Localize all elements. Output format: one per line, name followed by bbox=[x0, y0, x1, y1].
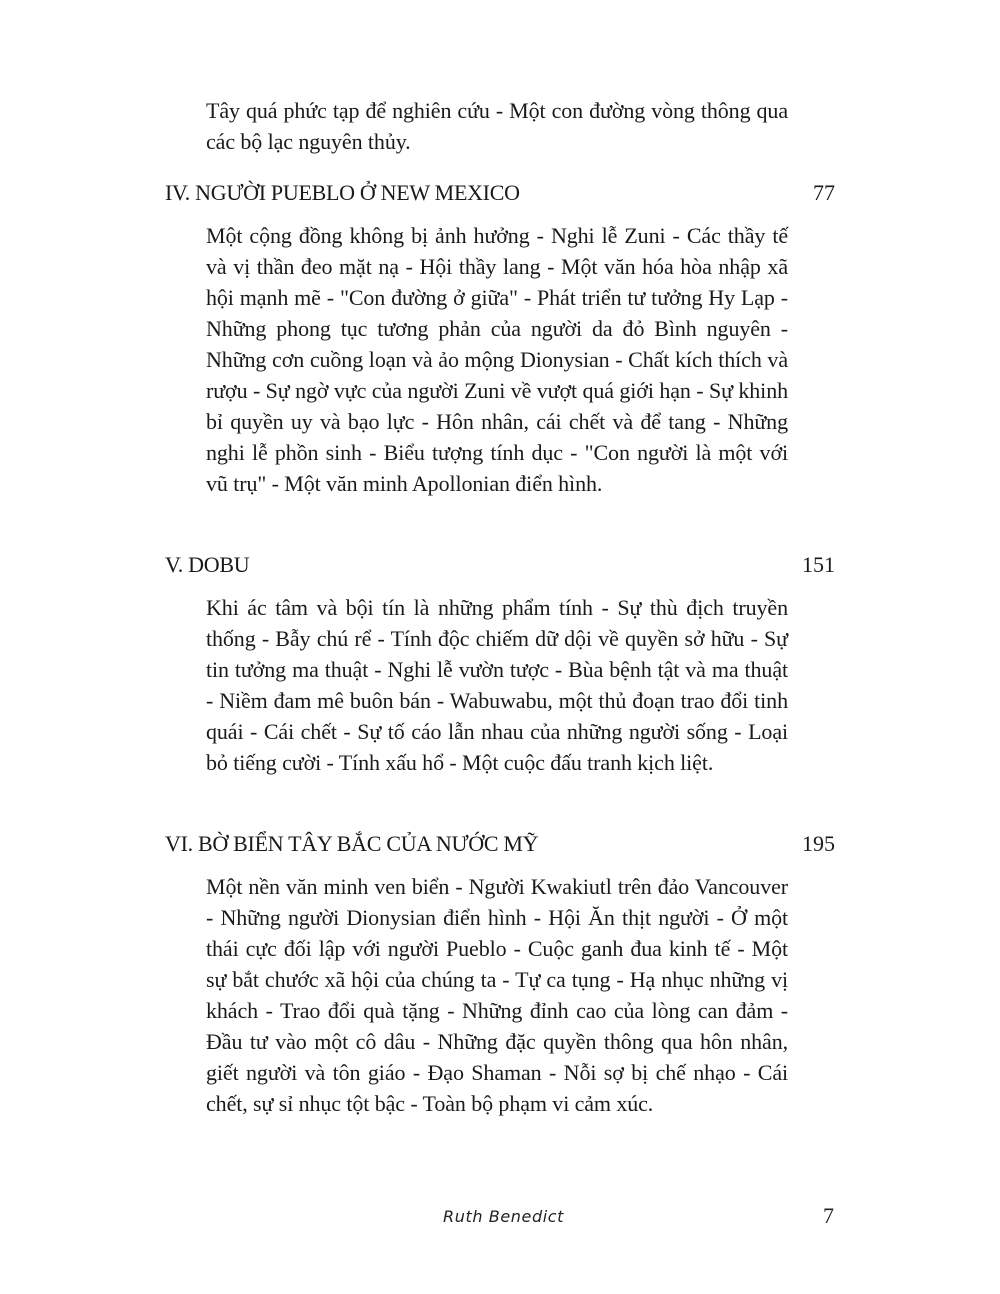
continuation-paragraph: Tây quá phức tạp để nghiên cứu - Một con đường vòng thông qua các bộ lạc nguyên thủy. bbox=[206, 98, 788, 154]
chapter-page-number: 195 bbox=[802, 831, 835, 856]
footer-page-number: 7 bbox=[823, 1203, 834, 1228]
page-footer bbox=[0, 1203, 1000, 1233]
footer-author: Ruth Benedict bbox=[443, 1207, 565, 1226]
chapter-summary: Khi ác tâm và bội tín là những phẩm tính - Sự thù địch truyền thống - Bẫy chú rể - Tính độc chiếm dữ dội về quyền sở hữu - Sự tin tưởng ma thuật - Nghi lễ vườn tược - Bùa bệnh tật và ma thuật - Niềm đam mê buôn bán - Wabuwabu, một thủ đoạn trao đổi tinh quái - Cái chết - Sự tố cáo lẫn nhau của những người sống - Loại bỏ tiếng cười - Tính xấu hổ - Một cuộc đấu tranh kịch liệt. bbox=[206, 595, 788, 775]
toc-entry-chapter-5 bbox=[165, 549, 835, 580]
toc-entry-chapter-6 bbox=[165, 828, 835, 859]
chapter-summary: Một cộng đồng không bị ảnh hưởng - Nghi lễ Zuni - Các thầy tế và vị thần đeo mặt nạ - Hội thầy lang - Một văn hóa hòa nhập xã hội mạnh mẽ - "Con đường ở giữa" - Phát triển tư tưởng Hy Lạp - Những phong tục tương phản của người da đỏ Bình nguyên - Những cơn cuồng loạn và ảo mộng Dionysian - Chất kích thích và rượu - Sự ngờ vực của người Zuni về vượt quá giới hạn - Sự khinh bỉ quyền uy và bạo lực - Hôn nhân, cái chết và để tang - Những nghi lễ phồn sinh - Biểu tượng tính dục - "Con người là một với vũ trụ" - Một văn minh Apollonian điển hình. bbox=[206, 223, 788, 496]
chapter-summary: Một nền văn minh ven biển - Người Kwakiutl trên đảo Vancouver - Những người Dionysian điển hình - Hội Ăn thịt người - Ở một thái cực đối lập với người Pueblo - Cuộc ganh đua kinh tế - Một sự bắt chước xã hội của chúng ta - Tự ca tụng - Hạ nhục những vị khách - Trao đổi quà tặng - Những đỉnh cao của lòng can đảm - Đầu tư vào một cô dâu - Những đặc quyền thông qua hôn nhân, giết người và tôn giáo - Đạo Shaman - Nỗi sợ bị chế nhạo - Cái chết, sự sỉ nhục tột bậc - Toàn bộ phạm vi cảm xúc. bbox=[206, 874, 788, 1116]
chapter-title: VI. BỜ BIỂN TÂY BẮC CỦA NƯỚC MỸ bbox=[165, 831, 539, 856]
chapter-title: V. DOBU bbox=[165, 552, 250, 577]
toc-entry-chapter-4 bbox=[165, 177, 835, 208]
chapter-page-number: 77 bbox=[813, 180, 835, 205]
chapter-page-number: 151 bbox=[802, 552, 835, 577]
chapter-title: IV. NGƯỜI PUEBLO Ở NEW MEXICO bbox=[165, 180, 520, 205]
